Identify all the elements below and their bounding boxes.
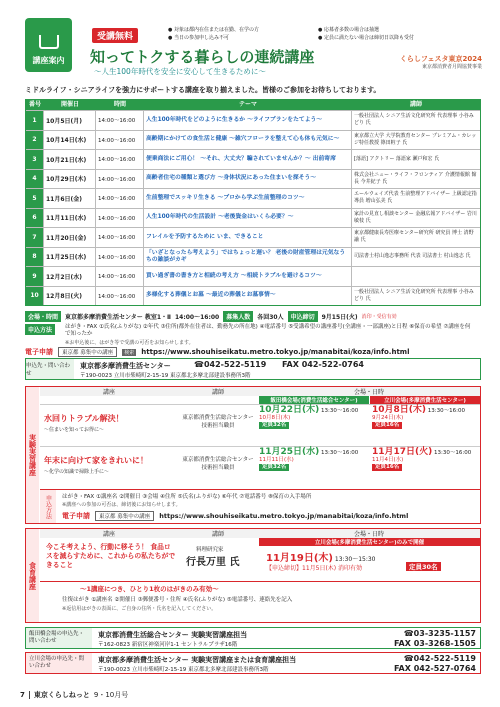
shokuiku-title: 今こそ考えよう、行動に移そう！ 食品ロスを減らすために、これからの私たちができること xyxy=(46,543,176,569)
note-2: ● 応募者多数の場合は抽選 xyxy=(318,27,379,33)
table-row xyxy=(26,208,480,228)
row-no: 10 xyxy=(26,287,44,306)
page-number: 7 xyxy=(20,691,25,699)
row-no: 1 xyxy=(26,111,44,130)
apply-method: はがき・FAX ①氏名(ふりがな) ②年代 ③住所(都外在住者は、勤務先の所在地) ④電話番号 ⑤受講希望の講座番号(全講座・一部講座)と日程 ⑥保育の希望 ⑦講座を何で知ったか xyxy=(65,324,471,337)
row-lecturer: 株式会社ニュー・ライフ・フロンティア 介護情報館 館長 今井紀子 氏 xyxy=(354,171,477,185)
row-date: 11月11日(水) xyxy=(44,209,96,228)
web-search-text: 東京都 募集中の講座 xyxy=(62,350,114,356)
shokuiku-label-text: 食育講座 xyxy=(28,561,37,590)
table-row xyxy=(26,130,480,150)
b-date: 11月17日(火) xyxy=(372,447,433,457)
fest-logo xyxy=(382,54,482,71)
jikken-course xyxy=(44,455,174,475)
row-date: 12月2日(水) xyxy=(44,267,96,286)
th-time: 時間 xyxy=(113,101,126,108)
th-no: 番号 xyxy=(28,101,41,108)
row-theme: 「いざとなったら考えよう」ではちょっと遅い？ 老後の財産管理は元気なうちの雑談がカギ xyxy=(144,248,352,267)
fest-logo-sub: 東京都消費者月間協賛事業 xyxy=(421,64,482,70)
shokuiku-lecturer-role: 料理研究家 xyxy=(196,547,224,553)
book-icon xyxy=(39,35,59,49)
series-venue-line xyxy=(25,311,481,322)
jikken-row xyxy=(40,446,480,488)
row-time: 14:00〜16:00 xyxy=(96,111,144,130)
a-time: 13:30〜16:00 xyxy=(321,450,359,456)
footer-a-label: 飯田橋会場の申込先・問い合わせ xyxy=(26,628,92,648)
jikken-lecturer: 東京都消費生活総合センター 技術担当職員 xyxy=(182,457,254,471)
jikken-header xyxy=(40,387,480,396)
row-lecturer: 家計の見直し相談センター 金融広報アドバイザー 岩川敏枝 氏 xyxy=(354,210,477,224)
shokuiku-capacity: 定員30名 xyxy=(406,562,441,571)
jikken-th-venue: 会場・日時 xyxy=(353,389,384,396)
row-no: 4 xyxy=(26,170,44,189)
row-lecturer: 司法書士村山逸志事務所 代表 司法書士 村山逸志 氏 xyxy=(354,253,471,260)
row-date: 11月25日(水) xyxy=(44,248,96,267)
shokuiku-th-lecturer: 講師 xyxy=(211,531,224,538)
row-no: 7 xyxy=(26,228,44,247)
table-row xyxy=(26,286,480,306)
row-lecturer: 東京都立大学 大学院教育センター プレミアム・カレッジ特任教授 篠田粧子 氏 xyxy=(354,132,477,146)
table-row xyxy=(26,188,480,208)
page-subtitle: 〜人生100年時代を安全に安心して生きるために〜 xyxy=(94,67,266,76)
header-notes xyxy=(168,27,468,42)
category-label: 講座案内 xyxy=(32,56,65,65)
row-time: 14:00〜16:00 xyxy=(96,170,144,189)
venue-label: 会場・時間 xyxy=(25,311,61,322)
row-theme: 人生100年時代をどのように生きるか 〜ライフプランをたてよう〜 xyxy=(144,111,352,130)
category-tab xyxy=(25,18,72,72)
a-time: 13:30〜16:00 xyxy=(321,408,359,414)
shokuiku-lecturer-name: 行長万里 氏 xyxy=(186,557,240,568)
jikken-lecturer: 東京都消費生活総合センター 技術担当職員 xyxy=(182,415,254,429)
note-1: ● 対象は都内在住または在勤、在学の方 xyxy=(168,27,259,33)
footer-b-tel: ☎042-522-5119 xyxy=(403,654,476,663)
row-no: 2 xyxy=(26,131,44,150)
footer-contact-b xyxy=(25,652,481,674)
shokuiku-venue: 立川会場(多摩消費生活センター)のみで開催 xyxy=(259,538,480,546)
web-url[interactable]: https://www.shouhiseikatu.metro.tokyo.jp/manabitai/koza/info.html xyxy=(141,348,410,356)
row-date: 10月29日(木) xyxy=(44,170,96,189)
row-no: 6 xyxy=(26,209,44,228)
footer-divider xyxy=(29,691,30,699)
shokuiku-header xyxy=(40,529,480,538)
b-time: 13:30〜16:00 xyxy=(434,450,472,456)
row-lecturer: 一般社団法人 シニア生活文化研究所 代表理事 小谷みどり 氏 xyxy=(354,113,474,127)
row-theme: 多様化する葬儀とお墓 〜最近の葬儀とお墓事情〜 xyxy=(144,287,352,306)
issue: 9・10月号 xyxy=(93,691,129,699)
jikken-section xyxy=(25,386,481,524)
jikken-venue-a xyxy=(259,449,370,471)
fest-logo-text: くらしフェスタ東京2024 xyxy=(399,55,482,63)
row-date: 10月21日(水) xyxy=(44,150,96,169)
shokuiku-th-course: 講座 xyxy=(102,531,115,538)
footer-contact-a xyxy=(25,627,481,649)
lead-text: ミドルライフ・シニアライフを強力にサポートする講座を取り揃えました。皆様のご参加をお待ちしております。 xyxy=(25,86,381,94)
jikken-apply-label: 申込方法 xyxy=(40,490,56,523)
row-theme: 便乗商法にご用心！ 〜それ、大丈夫？騙されていませんか？〜 出前寄席 xyxy=(144,150,352,169)
shokuiku-apply-head: 〜1講座につき、ひとり1枚のはがきのみ有効〜 xyxy=(80,585,219,593)
row-no: 5 xyxy=(26,189,44,208)
table-row xyxy=(26,110,480,130)
jikken-venue-a xyxy=(259,407,370,429)
row-lecturer xyxy=(352,267,480,286)
row-time: 14:00〜16:00 xyxy=(96,228,144,247)
shokuiku-time: 13:30〜15:30 xyxy=(334,556,376,563)
row-time: 14:00〜16:00 xyxy=(96,131,144,150)
deadline-value: 9月15日(火) xyxy=(321,314,358,321)
capacity-label: 募集人数 xyxy=(223,311,253,322)
footer-a-fax: FAX 03-3268-1505 xyxy=(394,639,476,648)
table-row xyxy=(26,247,480,267)
row-theme: フレイルを予防するために いま、できること xyxy=(144,228,352,247)
jikken-course xyxy=(44,413,174,433)
table-row xyxy=(26,227,480,247)
row-time: 14:00〜16:00 xyxy=(96,209,144,228)
a-cap: 定員32名 xyxy=(259,464,289,471)
web-search-box[interactable] xyxy=(58,347,117,357)
jikken-th-lecturer: 講師 xyxy=(211,389,224,396)
row-time: 14:00〜16:00 xyxy=(96,150,144,169)
footer-a-tel: ☎03-3235-1157 xyxy=(403,629,476,638)
jikken-venue-heads xyxy=(259,396,480,404)
jikken-apply-method: はがき・FAX ①講座名 ②開催日 ③会場 ④住所 ⑤氏名(ふりがな) ⑥年代 ⑦電話番号 ⑧保育の入手場所 xyxy=(62,494,312,500)
series-contact xyxy=(25,358,481,380)
b-date: 10月8日(木) xyxy=(372,405,427,415)
footer-a-addr: 〒162-0823 新宿区神楽河岸1-1 セントラルプラザ16階 xyxy=(98,642,238,648)
b-time: 13:30〜16:00 xyxy=(427,408,465,414)
shokuiku-apply-note: ※返信用はがきの表面に、ご自身の住所・氏名を記入してください。 xyxy=(62,606,217,612)
jikken-web-label: 電子申請 xyxy=(62,512,90,520)
shokuiku-section xyxy=(25,528,481,623)
capacity-value: 各回30人 xyxy=(257,314,284,321)
contact-addr: 〒190-0023 立川市柴崎町2-15-19 東京都北多摩北部建設事務所3階 xyxy=(80,373,251,379)
th-theme: テーマ xyxy=(238,101,257,108)
jikken-row xyxy=(40,404,480,446)
venue-time: 14:00〜16:00 xyxy=(175,314,220,321)
row-theme: 人生100年時代の生活設計 〜老後資金はいくら必要？〜 xyxy=(144,209,352,228)
row-no: 8 xyxy=(26,248,44,267)
row-theme: 生前整理でスッキリ生きる 〜プロから学ぶ生前整理のコツ〜 xyxy=(144,189,352,208)
venue-a-head: 飯田橋会場(消費生活総合センター) xyxy=(259,396,369,404)
row-lecturer: [落語] アクトリー 落語家 瀬戸和宏 氏 xyxy=(354,155,440,162)
jikken-apply-note: ※講座への参加の可否は、締切後にお知らせします。 xyxy=(62,502,181,508)
b-cap: 定員16名 xyxy=(372,422,402,429)
a-deadline: 11月11日(水) xyxy=(259,457,294,463)
web-search-button[interactable]: 検索 xyxy=(124,349,135,356)
jikken-venue-b xyxy=(372,407,480,429)
table-row xyxy=(26,169,480,189)
a-date: 10月22日(木) xyxy=(259,405,320,415)
deadline-label: 申込締切 xyxy=(288,311,318,322)
jikken-th-course: 講座 xyxy=(102,389,115,396)
shokuiku-date: 11月19日(木) xyxy=(266,553,333,564)
jikken-web-url[interactable]: https://www.shouhiseikatu.metro.tokyo.jp/manabitai/koza/info.html xyxy=(159,512,409,520)
jikken-course-title: 年末に向けて家をきれいに！ xyxy=(44,456,148,465)
jikken-course-sub: 〜住まいを知ってお得に〜 xyxy=(44,427,105,433)
jikken-web-line xyxy=(62,511,408,521)
shokuiku-label xyxy=(26,529,39,622)
shokuiku-th-venue: 会場・日時 xyxy=(353,531,384,538)
row-lecturer: 東京都健康長寿医療センター研究所 研究員 博士 清野諭 氏 xyxy=(354,230,474,244)
b-cap: 定員16名 xyxy=(372,464,402,471)
page-footer xyxy=(20,690,128,700)
venue-b-head: 立川会場(多摩消費生活センター) xyxy=(370,396,480,404)
web-apply-line xyxy=(25,347,409,357)
apply-note: ※お申込後に、はがき等で受講の可否をお知らせします。 xyxy=(65,340,194,346)
series-table-header xyxy=(26,100,480,110)
row-theme: 高齢者住宅の種類と選び方 〜身体状況にあった住まいを探そう〜 xyxy=(144,170,352,189)
footer-b-addr: 〒190-0023 立川市柴崎町2-15-19 東京都北多摩北部建設事務所3階 xyxy=(98,667,269,673)
shokuiku-apply xyxy=(40,581,480,622)
row-lecturer: エールウェイズ代表 生前整理アドバイザー 上級認定指導員 増山弘美 氏 xyxy=(354,191,477,205)
page-title: 知ってトクする暮らしの連続講座 xyxy=(90,48,315,66)
row-date: 10月14日(水) xyxy=(44,131,96,150)
row-date: 12月8日(火) xyxy=(44,287,96,306)
web-label: 電子申請 xyxy=(25,348,53,356)
row-lecturer: 一般社団法人 シニア生活文化研究所 代表理事 小谷みどり 氏 xyxy=(354,288,474,302)
contact-org: 東京都多摩消費生活センター xyxy=(80,362,171,370)
venue-name: 東京都多摩消費生活センター 教室1・Ⅱ xyxy=(65,314,171,321)
footer-a-org: 東京都消費生活総合センター 実験実習講座担当 xyxy=(98,631,248,639)
shokuiku-date-line xyxy=(266,549,376,564)
b-deadline: 9月24日(木) xyxy=(372,415,404,421)
jikken-label-text: 実験実習講座 xyxy=(28,434,37,476)
contact-tel: ☎042-522-5119 xyxy=(194,360,267,369)
row-time: 14:00〜16:00 xyxy=(96,248,144,267)
footer-b-org: 東京都多摩消費生活センター 実験実習講座または食育講座担当 xyxy=(98,656,297,664)
row-date: 10月5日(月) xyxy=(44,111,96,130)
jikken-web-search[interactable]: 東京都 募集中の講座 xyxy=(95,511,154,521)
note-3: ● 当日の参加申し込み不可 xyxy=(168,35,229,41)
a-cap: 定員32名 xyxy=(259,422,289,429)
footer-b-label: 立川会場の申込先・問い合わせ xyxy=(26,653,92,673)
footer-b-fax: FAX 042-527-0764 xyxy=(394,664,476,673)
jikken-label xyxy=(26,387,39,523)
contact-label: 申込先・問い合わせ xyxy=(26,359,74,379)
table-row xyxy=(26,266,480,286)
a-deadline: 10月8日(木) xyxy=(259,415,291,421)
series-table xyxy=(25,99,481,306)
th-lecturer: 講師 xyxy=(409,101,422,108)
row-theme: 買い過ぎ書の書き方と相続の考え方 〜相続トラブルを避けるコツ〜 xyxy=(144,267,352,286)
row-time: 14:00〜16:00 xyxy=(96,267,144,286)
th-date: 開催日 xyxy=(60,101,79,108)
jikken-course-sub: 〜化学の知識で掃除上手に〜 xyxy=(44,469,110,475)
magazine-name: 東京くらしねっと xyxy=(33,691,90,699)
jikken-apply xyxy=(40,489,480,523)
table-row xyxy=(26,149,480,169)
a-date: 11月25日(水) xyxy=(259,447,320,457)
series-apply xyxy=(25,324,481,356)
jikken-venue-b xyxy=(372,449,480,471)
free-badge: 受講無料 xyxy=(92,28,138,43)
row-date: 11月20日(金) xyxy=(44,228,96,247)
deadline-note: 消印・受信有効 xyxy=(361,314,397,320)
apply-label: 申込方法 xyxy=(25,324,55,335)
note-4: ● 定員に満たない場合は締切日以降も受付 xyxy=(318,35,414,41)
row-time: 14:00〜16:00 xyxy=(96,287,144,306)
row-no: 9 xyxy=(26,267,44,286)
shokuiku-apply-method: 往復はがき ①講座名 ②開催日 ③郵便番号・住所 ④氏名(ふりがな) ⑤電話番号、連絡先を記入 xyxy=(62,597,293,603)
shokuiku-deadline: 【申込締切】11月5日(木) 消印有効 xyxy=(266,565,363,572)
b-deadline: 11月4日(水) xyxy=(372,457,404,463)
row-no: 3 xyxy=(26,150,44,169)
jikken-course-title: 水回りトラブル解決！ xyxy=(44,414,124,423)
row-date: 11月6日(金) xyxy=(44,189,96,208)
row-time: 14:00〜16:00 xyxy=(96,189,144,208)
contact-fax: FAX 042-522-0764 xyxy=(282,360,364,369)
row-theme: 高齢期にかけての食生活と健康 〜雑穴フローラを整えて心も体も元気に〜 xyxy=(144,131,352,150)
